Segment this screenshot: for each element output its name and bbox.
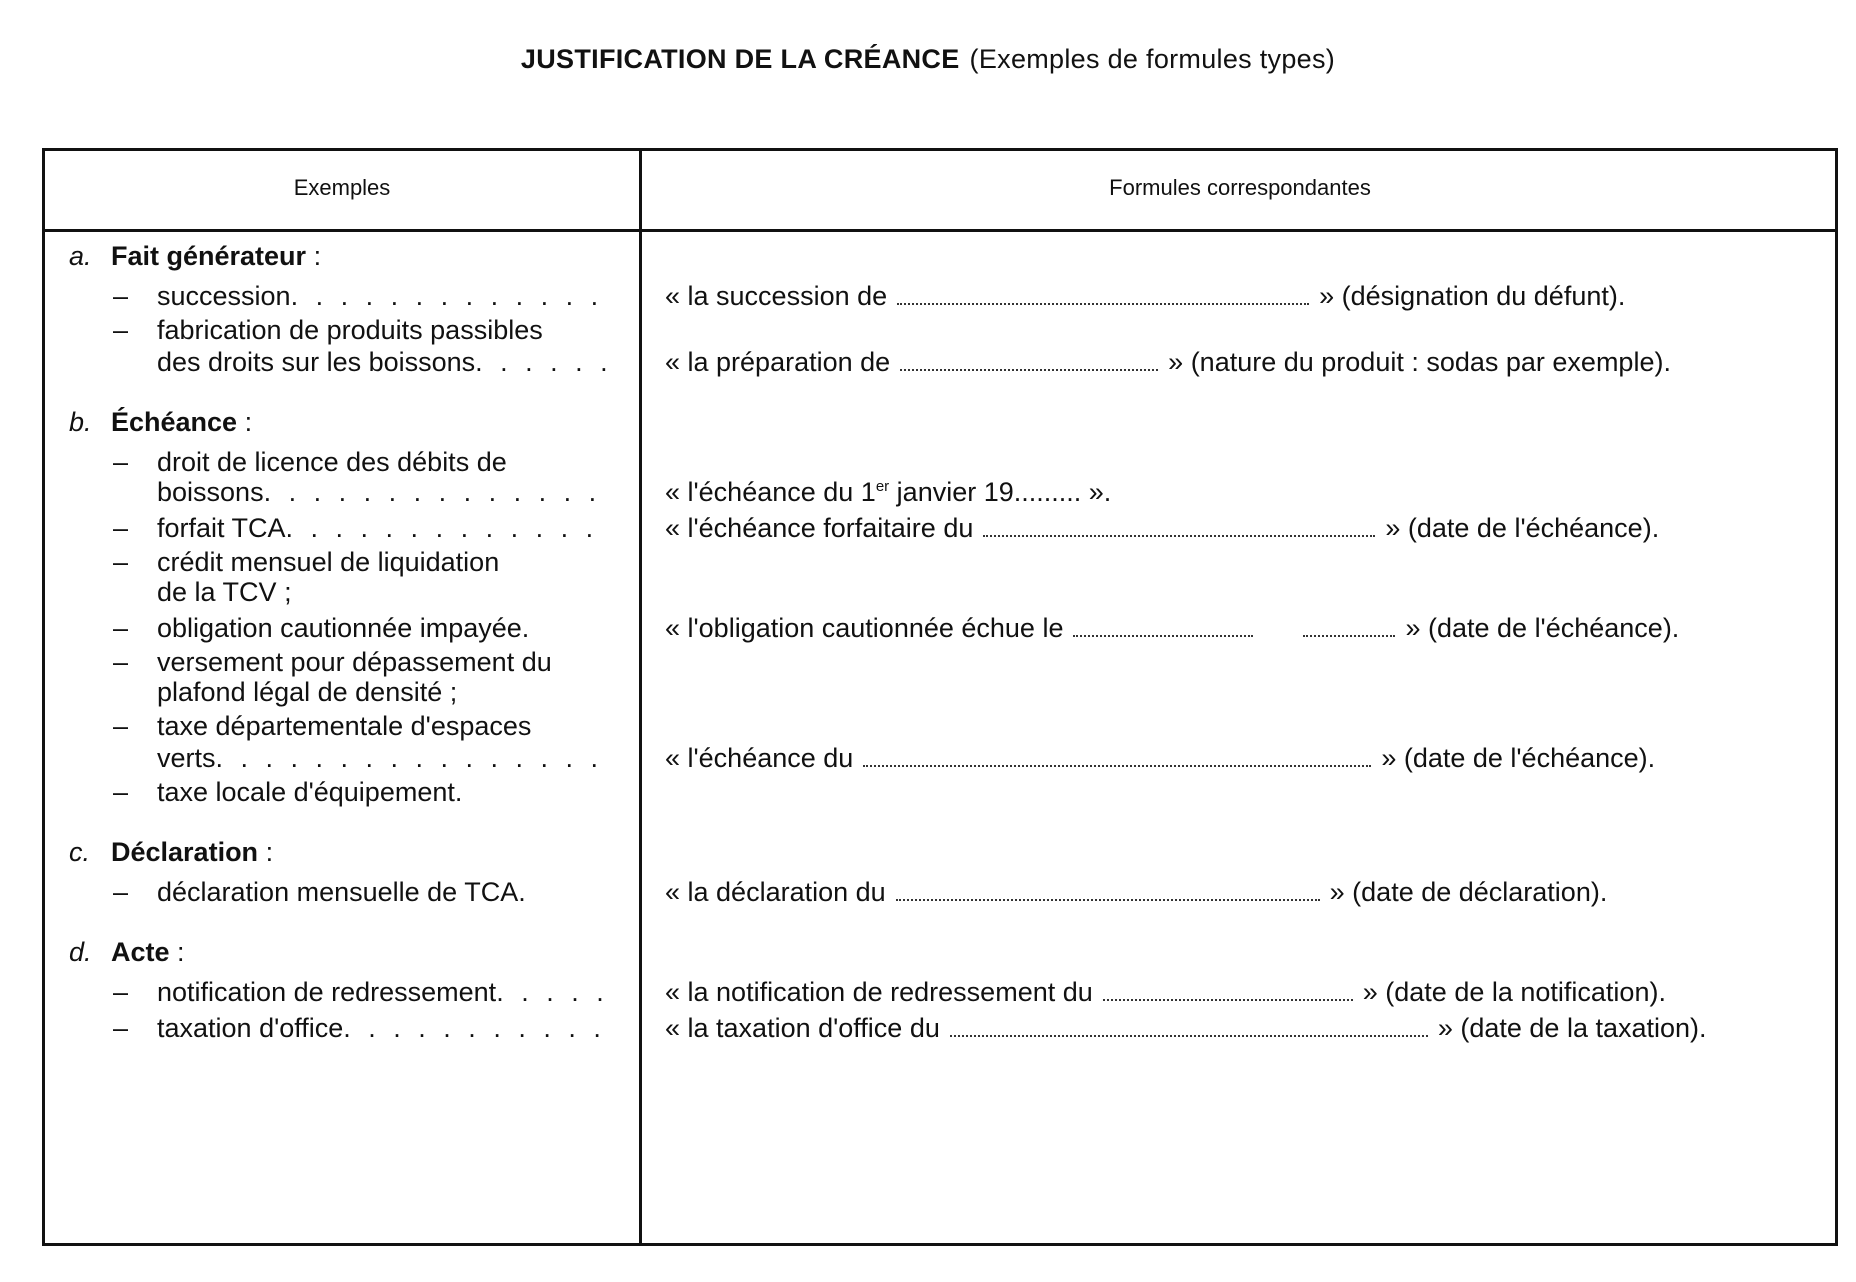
section-a-heading: a. Fait générateur :	[69, 241, 322, 271]
section-d-heading: d. Acte :	[69, 937, 185, 967]
formula-licence: « l'échéance du 1er janvier 19......... ».	[665, 477, 1112, 507]
section-label: Fait générateur	[111, 241, 307, 271]
title-subtitle: (Exemples de formules types)	[969, 44, 1336, 74]
leader-dots	[343, 1011, 613, 1045]
formula-notification: « la notification de redressement du » (date de la notification).	[665, 977, 1666, 1007]
fill-blank	[900, 349, 1158, 371]
formula-forfait: « l'échéance forfaitaire du » (date de l'échéance).	[665, 513, 1660, 543]
formula-succession: « la succession de » (désignation du défunt).	[665, 281, 1626, 311]
fill-blank	[1103, 979, 1353, 1001]
dash: –	[113, 281, 129, 311]
leader-dots	[264, 475, 613, 509]
fill-blank	[863, 745, 1371, 767]
leader-dots	[216, 741, 613, 775]
fill-blank	[897, 283, 1309, 305]
section-b-heading: b. Échéance :	[69, 407, 253, 437]
header-exemples: Exemples	[293, 175, 391, 200]
section-letter: a.	[69, 241, 92, 271]
header-divider	[45, 229, 1835, 232]
fill-blank	[896, 879, 1320, 901]
title-main: JUSTIFICATION DE LA CRÉANCE	[520, 44, 960, 74]
page-title	[0, 44, 1856, 75]
fill-blank	[950, 1015, 1428, 1037]
fill-blank	[1303, 615, 1395, 637]
leader-dots	[496, 975, 613, 1009]
leader-dots	[475, 345, 613, 379]
leader-dots	[286, 511, 613, 545]
leader-dots	[291, 279, 613, 313]
justification-table: Exemples Formules correspondantes a. Fait générateur : – succession . . . « la succession de » (désignation du défunt). – fabrication de produits passibles des droits sur les boissons . . . « la préparation de » (nature du produit : sodas par exemple). b. Échéance : – droit de licence des débits de boissons . . . « l'échéance du 1er janvier 19......... ». – forfait TCA . . . « l'échéance forfaitaire du » (date de l'échéance). – crédit mensuel de liquidation de la TCV ; – obligation cautionnée impayée. « l'obligation cautionnée échue le » (date de l'échéance). – versement pour dépassement du plafond légal de densité ; – taxe départementale d'espaces verts . . . « l'échéance du » (date de l'échéance). – taxe locale d'équipement. c. Déclaration : – déclaration mensuelle de TCA. « la déclaration du » (date de déclaration). d. Acte : – notification de redressement . . . « la notification de redressement du » (date de la notification). – taxation d'office . . . « la taxation d'office du » (date de la taxation).	[42, 148, 1838, 1246]
header-formules: Formules correspondantes	[1109, 175, 1371, 200]
fill-blank	[983, 515, 1375, 537]
section-c-heading: c. Déclaration :	[69, 837, 274, 867]
column-divider	[639, 151, 642, 1243]
formula-declaration: « la déclaration du » (date de déclaration).	[665, 877, 1608, 907]
formula-obligation: « l'obligation cautionnée échue le » (date de l'échéance).	[665, 613, 1680, 643]
fill-blank	[1073, 615, 1253, 637]
formula-taxation: « la taxation d'office du » (date de la taxation).	[665, 1013, 1707, 1043]
formula-preparation: « la préparation de » (nature du produit : sodas par exemple).	[665, 347, 1671, 377]
formula-echeance: « l'échéance du » (date de l'échéance).	[665, 743, 1656, 773]
